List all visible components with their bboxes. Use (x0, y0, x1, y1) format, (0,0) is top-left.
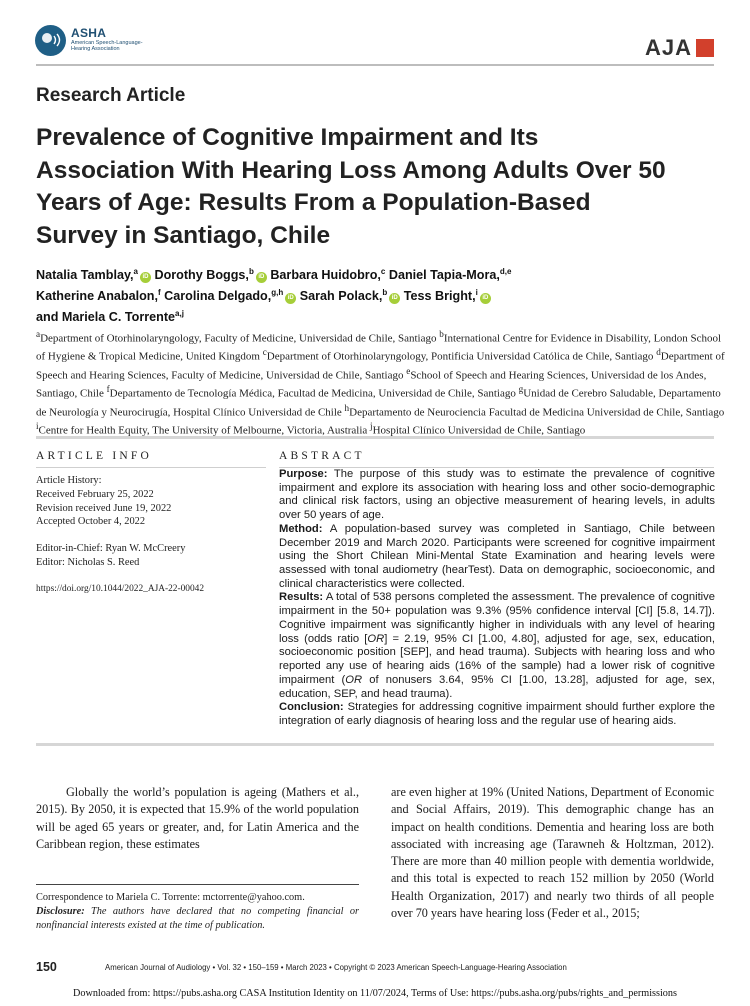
journal-abbrev: AJA (644, 35, 692, 60)
footnote-divider (36, 884, 359, 885)
author[interactable]: Carolina Delgado,$^{g,h}$iD (164, 289, 296, 303)
affiliations: $^a$Department of Otorhinolaryngology, Faculty of Medicine, Universidad de Chile, Santiago $^b$International Centre for Evidence in Disability, London School of Hygiene & Tropical Medicine, United Kingdom $^c$Department of Otorhinolaryngology, Pontificia Universidad Católica de Chile, Santiago $^d$Department of Speech and Hearing Sciences, Faculty of Medicine, Universidad de Chile, Santiago $^e$School of Speech and Hearing Sciences, Universidad de los Andes, Santiago, Chile $^f$Departamento de Tecnología Médica, Facultad de Medicina, Universidad de Chile, Santiago $^g$Unidad de Cerebro Saludable, Departamento de Neurología y Neurocirugía, Hospital Clínico Universidad de Chile $^h$Departamento de Neurociencia Facultad de Medicina Universidad de Chile, Santiago $^i$Centre for Health Equity, The University of Melbourne, Victoria, Australia $^j$Hospital Clínico Universidad de Chile, Santiago (36, 329, 725, 437)
asha-logo-icon (35, 25, 66, 56)
orcid-icon[interactable]: iD (480, 293, 491, 304)
orcid-icon[interactable]: iD (389, 293, 400, 304)
author[interactable]: and Mariela C. Torrente$^{a,j}$ (36, 309, 184, 324)
body-paragraph-right: are even higher at 19% (United Nations, Department of Economic and Social Affairs, 2019). This demographic change has an impact on health conditions. Dementia and hearing loss are both associated with increasing age (Tarawneh & Holtzman, 2012). There are more than 40 million people with dementia worldwide, and this total is expected to reach 152 million by 2050 (World Health Organization, 2017) and nearly two thirds of all people over 70 years have hearing loss (Feder et al., 2015; (391, 785, 714, 921)
author[interactable]: Dorothy Boggs,$^b$iD (154, 268, 266, 282)
orcid-icon[interactable]: iD (140, 272, 151, 283)
article-info-divider (36, 467, 266, 468)
received-date: Received February 25, 2022 (36, 488, 154, 500)
download-notice: Downloaded from: https://pubs.asha.org CASA Institution Identity on 11/07/2024, Terms of Use: https://pubs.asha.org/pubs/rights_and_permissions (73, 988, 677, 999)
logo-name: ASHA (71, 26, 107, 40)
article-info-heading: ARTICLE INFO (36, 450, 152, 462)
author[interactable]: Daniel Tapia-Mora,$^{d,e}$ (388, 267, 512, 282)
journal-square-icon (696, 39, 714, 57)
abstract-method: Method: A population-based survey was completed in Santiago, Chile between December 2019 and March 2020. Participants were screened for cognitive impairment using the Short Chilean Mini-Mental State Examination and hearing levels were assessed with tonal audiometry (hearTest). Data on demographic, socioeconomic, and clinical characteristics were collected. (279, 522, 715, 590)
article-title: Prevalence of Cognitive Impairment and Its Association With Hearing Loss Among Adults Over 50 Years of Age: Results From a Population-Based Survey in Santiago, Chile (36, 124, 666, 249)
disclosure: Disclosure: The authors have declared that no competing financial or nonfinancial interests existed at the time of publication. (36, 905, 360, 931)
abstract-heading: ABSTRACT (279, 450, 365, 462)
article-type: Research Article (36, 85, 186, 106)
footnote (36, 891, 359, 932)
history-label: Article History: (36, 475, 102, 486)
doi-link[interactable]: https://doi.org/10.1044/2022_AJA-22-00042 (36, 583, 205, 594)
author[interactable]: Tess Bright,$^i$iD (404, 289, 491, 303)
header-divider (36, 64, 714, 66)
orcid-icon[interactable]: iD (256, 272, 267, 283)
editor-in-chief: Editor-in-Chief: Ryan W. McCreery (36, 543, 186, 555)
revised-date: Revision received June 19, 2022 (36, 502, 172, 514)
author[interactable]: Barbara Huidobro,$^c$ (270, 267, 386, 282)
logo-tagline: American Speech-Language-Hearing Association (71, 40, 143, 52)
abstract-results: Results: A total of 538 persons completed the assessment. The prevalence of cognitive impairment in the 50+ population was 9.3% (95% confidence interval [CI] [5.8, 14.7]). Cognitive impairment was significantly higher in individuals with any level of hearing loss (odds ratio [OR] = 2.19, 95% CI [1.00, 4.80], adjusted for age, sex, education, socioeconomic position [SEP], and head trauma). Subjects with hearing loss and who reported any use of hearing aids (16% of the sample) had a lower risk of cognitive impairment (OR of nonusers 3.64, 95% CI [1.00, 13.28], adjusted for age, sex, education, SEP, and head trauma). (279, 591, 715, 700)
abstract (279, 468, 715, 729)
author[interactable]: Natalia Tamblay,$^a$iD (36, 268, 151, 282)
article-info (36, 474, 266, 597)
accepted-date: Accepted October 4, 2022 (36, 516, 146, 528)
running-footer: American Journal of Audiology • Vol. 32 • 150–159 • March 2023 • Copyright © 2023 American Speech-Language-Hearing Association (105, 963, 567, 972)
author[interactable]: Sarah Polack,$^b$iD (300, 289, 401, 303)
abstract-conclusion: Conclusion: Strategies for addressing cognitive impairment should further explore the integration of early diagnosis of hearing loss and the regular use of hearing aids. (279, 701, 716, 727)
page-number: 150 (36, 960, 57, 974)
asha-logo (35, 24, 145, 58)
journal-mark (645, 35, 714, 61)
author[interactable]: Katherine Anabalon,$^f$ (36, 288, 161, 303)
correspondence: Correspondence to Mariela C. Torrente: mctorrente@yahoo.com. (36, 892, 305, 903)
orcid-icon[interactable]: iD (285, 293, 296, 304)
author-list (36, 263, 726, 326)
body-paragraph-left: Globally the world’s population is ageing (Mathers et al., 2015). By 2050, it is expected that 15.9% of the world population will be aged 65 years or greater, and, for Latin America and the Caribbean region, these estimates (36, 785, 359, 851)
editor: Editor: Nicholas S. Reed (36, 556, 140, 568)
section-divider (36, 743, 714, 746)
section-divider (36, 436, 714, 439)
abstract-purpose: Purpose: The purpose of this study was to estimate the prevalence of cognitive impairment and explore its association with hearing loss and other socio-demographic and clinical risk factors, using an objective measurement of hearing levels, in adults over 50 years of age. (279, 468, 715, 522)
